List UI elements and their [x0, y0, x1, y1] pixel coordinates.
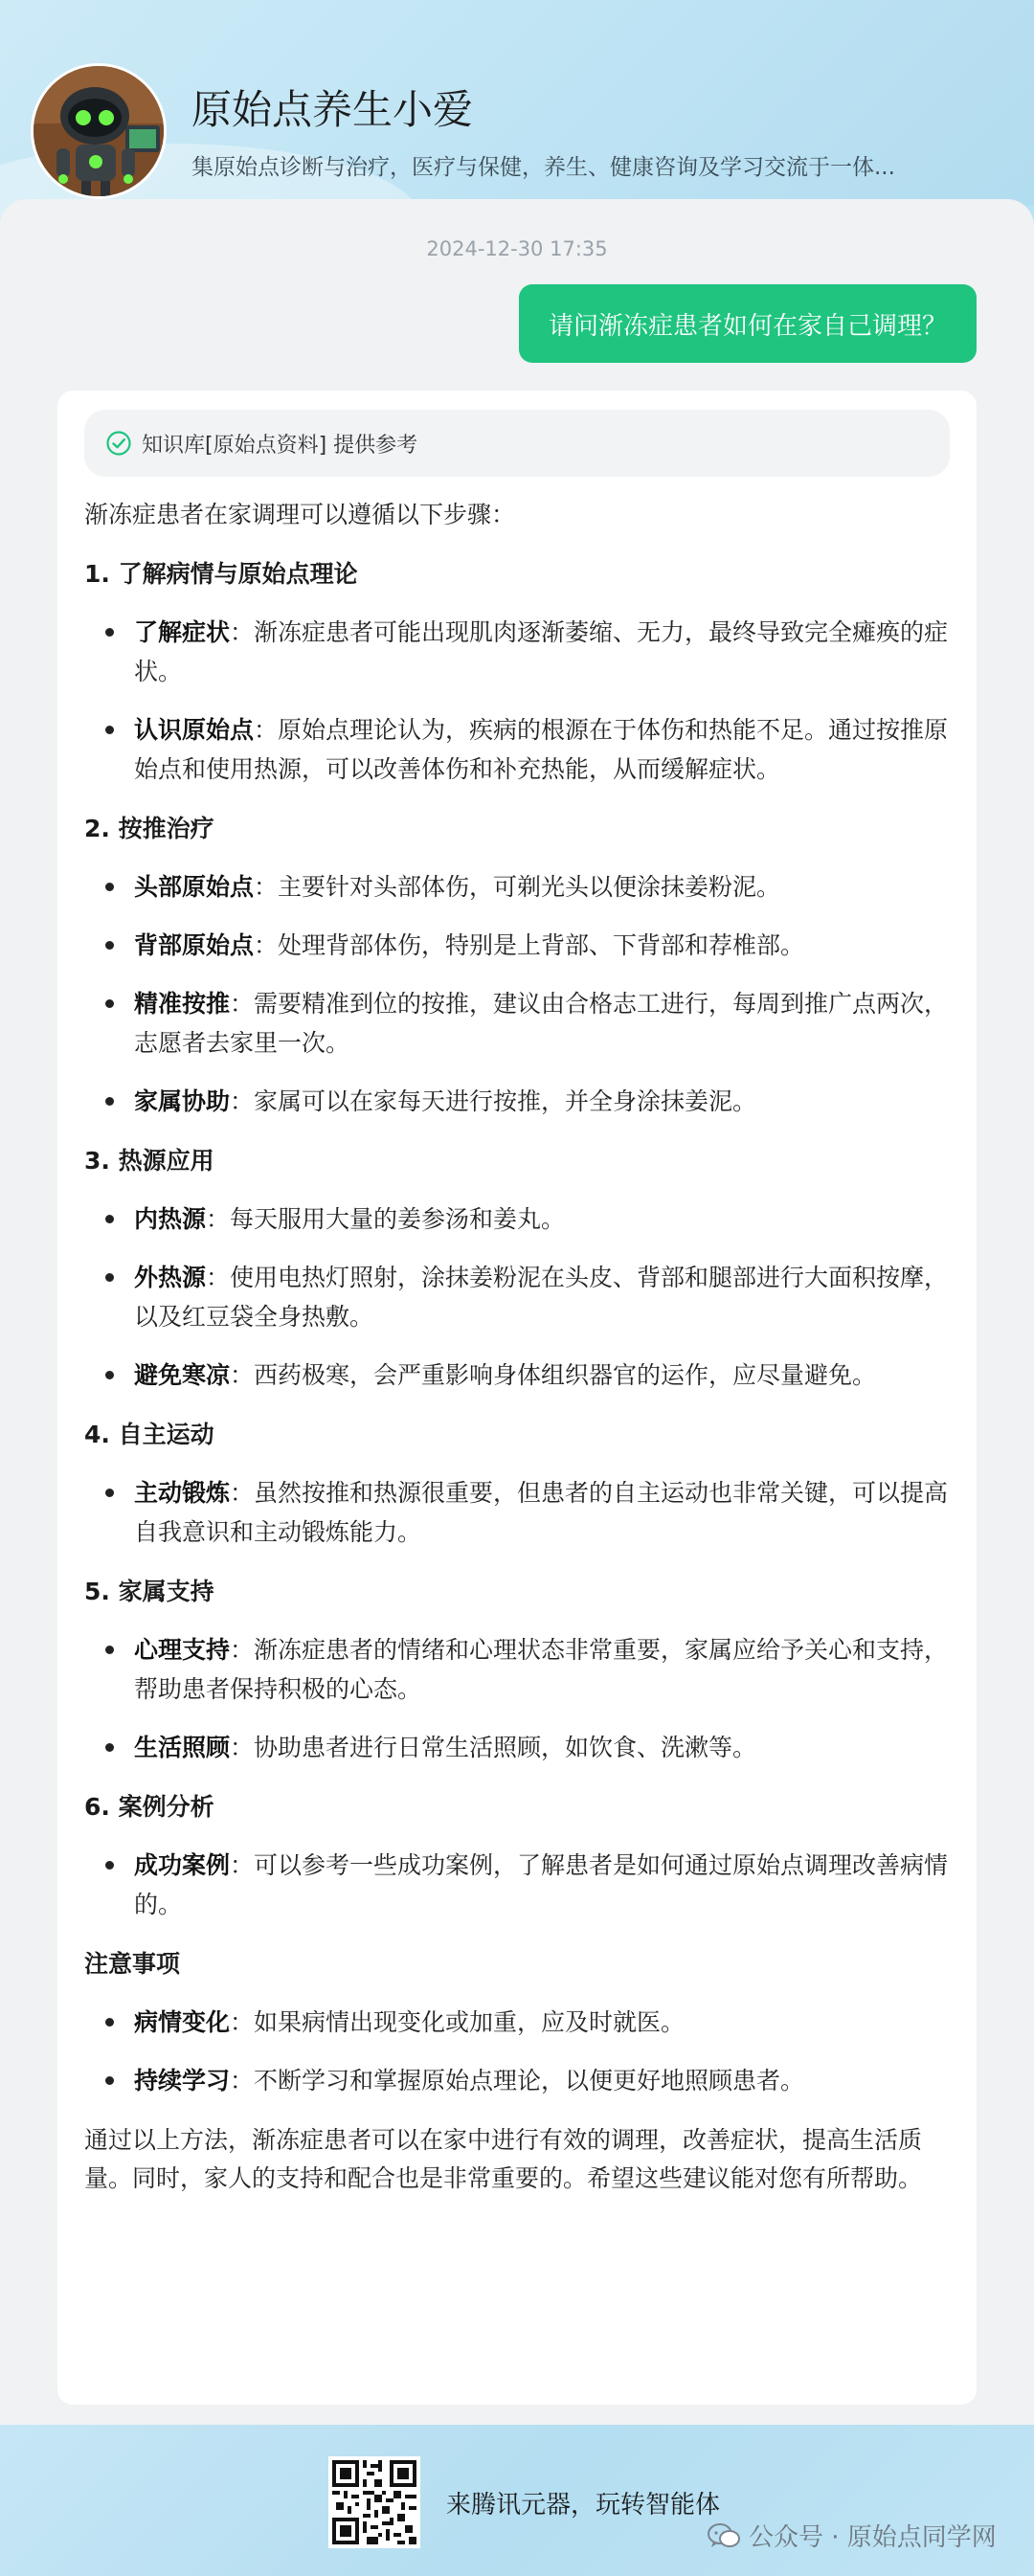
item-text: ：使用电热灯照射，涂抹姜粉泥在头皮、背部和腿部进行大面积按摩，以及红豆袋全身热敷。: [134, 1264, 949, 1331]
answer-conclusion: 通过以上方法，渐冻症患者可以在家中进行有效的调理，改善症状，提高生活质量。同时，家人的支持和配合也是非常重要的。希望这些建议能对您有所帮助。: [84, 2126, 923, 2192]
bullet: [105, 2076, 114, 2085]
user-message-text: 请问渐冻症患者如何在家自己调理？: [548, 311, 947, 341]
section-title: 2. 按推治疗: [84, 815, 214, 842]
bot-title: 原始点养生小爱: [191, 86, 474, 133]
section-title: 4. 自主运动: [84, 1421, 214, 1448]
item-term: 内热源: [134, 1205, 207, 1233]
knowledge-source-chip[interactable]: [84, 410, 950, 477]
section-title: 6. 案例分析: [84, 1793, 214, 1821]
list-item: [84, 1355, 950, 1395]
item-term: 持续学习: [134, 2067, 231, 2094]
footer-slogan: 来腾讯元器，玩转智能体: [446, 2491, 721, 2520]
knowledge-source-label: 知识库[原始点资料] 提供参考: [142, 433, 418, 458]
bullet: [105, 883, 114, 891]
item-term: 家属协助: [134, 1087, 231, 1115]
item-term: 精准按推: [134, 990, 231, 1018]
list-item: [84, 1846, 950, 1924]
user-message-bubble[interactable]: [519, 284, 977, 363]
item-term: 背部原始点: [134, 931, 255, 959]
item-text: ：原始点理论认为，疾病的根源在于体伤和热能不足。通过按推原始点和使用热源，可以改善体伤和补充热能，从而缓解症状。: [134, 716, 949, 783]
list-item: [84, 2003, 950, 2042]
item-term: 主动锻炼: [134, 1479, 231, 1507]
bullet: [105, 1489, 114, 1497]
list-item: [84, 2061, 950, 2100]
qr-code[interactable]: [328, 2456, 420, 2548]
section-title: 1. 了解病情与原始点理论: [84, 560, 358, 588]
list-item: [84, 1473, 950, 1552]
item-term: 成功案例: [134, 1851, 231, 1879]
item-text: ：渐冻症患者的情绪和心理状态非常重要，家属应给予关心和支持，帮助患者保持积极的心态。: [134, 1636, 949, 1703]
list-item: [84, 1258, 950, 1336]
answer-body: [84, 496, 950, 2198]
item-text: ：协助患者进行日常生活照顾，如饮食、洗漱等。: [230, 1734, 757, 1761]
bullet: [105, 1215, 114, 1223]
section-title: 注意事项: [84, 1950, 181, 1978]
list-item: [84, 867, 950, 907]
item-term: 避免寒凉: [134, 1361, 231, 1389]
item-text: ：可以参考一些成功案例，了解患者是如何通过原始点调理改善病情的。: [134, 1851, 949, 1918]
item-term: 心理支持: [134, 1636, 231, 1664]
header: [0, 0, 1034, 206]
wechat-icon: [707, 2522, 741, 2549]
item-term: 生活照顾: [134, 1734, 231, 1761]
bullet: [105, 941, 114, 950]
list-item: [84, 1082, 950, 1121]
bullet: [105, 726, 114, 734]
item-text: ：需要精准到位的按推，建议由合格志工进行，每周到推广点两次，志愿者去家里一次。: [134, 990, 949, 1057]
item-text: ：主要针对头部体伤，可剃光头以便涂抹姜粉泥。: [254, 873, 781, 901]
item-text: ：处理背部体伤，特别是上背部、下背部和荐椎部。: [254, 931, 805, 959]
bullet: [105, 1097, 114, 1106]
answer-card: [57, 391, 977, 2405]
item-term: 认识原始点: [134, 716, 255, 744]
answer-intro: 渐冻症患者在家调理可以遵循以下步骤：: [84, 501, 516, 528]
list-item: [84, 613, 950, 691]
section-title: 5. 家属支持: [84, 1578, 214, 1605]
list-item: [84, 710, 950, 789]
qr-code-icon: [332, 2460, 416, 2544]
item-text: ：西药极寒，会严重影响身体组织器官的运作，应尽量避免。: [230, 1361, 877, 1389]
item-text: ：虽然按推和热源很重要，但患者的自主运动也非常关键，可以提高自我意识和主动锻炼能力。: [134, 1479, 949, 1546]
bullet: [105, 628, 114, 637]
bullet: [105, 999, 114, 1008]
item-text: ：如果病情出现变化或加重，应及时就医。: [230, 2008, 686, 2036]
bullet: [105, 1273, 114, 1282]
bullet: [105, 1861, 114, 1870]
item-text: ：家属可以在家每天进行按推，并全身涂抹姜泥。: [230, 1087, 757, 1115]
message-timestamp: 2024-12-30 17:35: [426, 237, 608, 260]
item-term: 病情变化: [134, 2008, 231, 2036]
item-text: ：不断学习和掌握原始点理论，以便更好地照顾患者。: [230, 2067, 805, 2094]
list-item: [84, 1728, 950, 1767]
list-item: [84, 1199, 950, 1239]
bullet: [105, 1646, 114, 1654]
item-term: 了解症状: [134, 618, 231, 646]
section-title: 3. 热源应用: [84, 1147, 214, 1175]
bullet: [105, 2018, 114, 2027]
bot-description: 集原始点诊断与治疗，医疗与保健，养生、健康咨询及学习交流于一体...: [191, 155, 895, 180]
list-item: [84, 984, 950, 1063]
bullet: [105, 1743, 114, 1752]
item-term: 外热源: [134, 1264, 207, 1291]
bot-avatar[interactable]: [31, 63, 167, 199]
watermark-text: 公众号 · 原始点同学网: [749, 2523, 997, 2552]
robot-avatar: [34, 66, 167, 199]
item-text: ：每天服用大量的姜参汤和姜丸。: [206, 1205, 566, 1233]
list-item: [84, 1630, 950, 1709]
check-circle-icon: [105, 430, 132, 457]
wechat-watermark: [707, 2518, 997, 2553]
list-item: [84, 926, 950, 965]
item-term: 头部原始点: [134, 873, 255, 901]
bullet: [105, 1371, 114, 1379]
item-text: ：渐冻症患者可能出现肌肉逐渐萎缩、无力，最终导致完全瘫痪的症状。: [134, 618, 949, 685]
